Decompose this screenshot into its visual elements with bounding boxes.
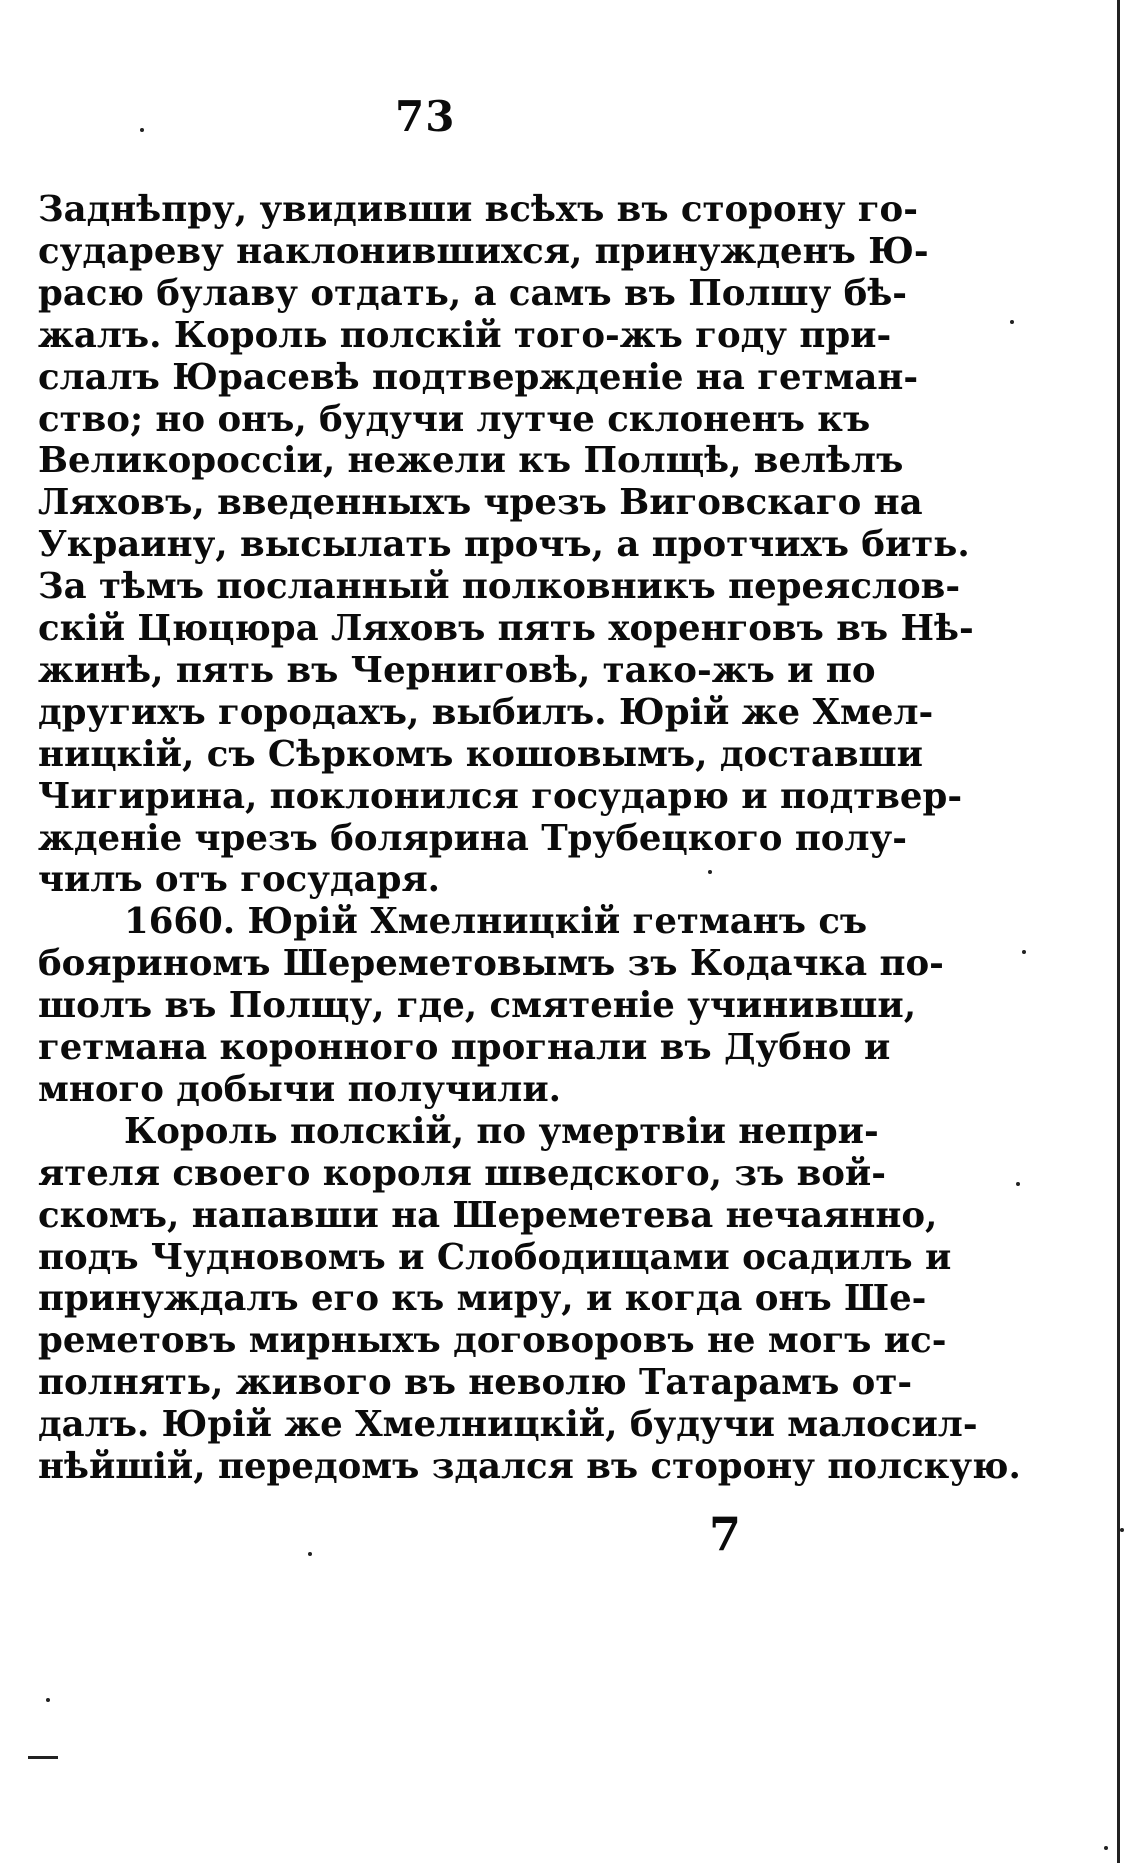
text-line: много добычи получили. (38, 1068, 562, 1110)
text-line: За тѣмъ посланный полковникъ переяслов- (38, 566, 961, 608)
text-line: бояриномъ Шереметовымъ зъ Кодачка по- (38, 943, 944, 985)
text-line: Король полскій, по умертвіи непри- (124, 1110, 879, 1152)
page-number: 73 (395, 92, 456, 141)
text-line: жденіе чрезъ болярина Трубецкого полу- (38, 817, 907, 859)
text-line: ницкій, съ Сѣркомъ кошовымъ, доставши (38, 733, 923, 775)
text-line: Заднѣпру, увидивши всѣхъ въ сторону го- (38, 189, 918, 230)
text-line: реметовъ мирныхъ договоровъ не могъ ис- (38, 1320, 947, 1362)
text-line: чилъ отъ государя. (38, 859, 441, 901)
text-line: скій Цюцюра Ляховъ пять хоренговъ въ Нѣ- (38, 608, 974, 649)
text-line: Украину, высылать прочъ, а протчихъ бить. (38, 524, 970, 566)
text-line: шолъ въ Полщу, где, смятеніе учинивши, (38, 985, 917, 1027)
text-line: жалъ. Король полскій того-жъ году при- (38, 314, 892, 356)
text-line: Великороссіи, нежели къ Полщѣ, велѣлъ (38, 440, 904, 482)
margin-speck (308, 1552, 312, 1556)
text-line: подъ Чудновомъ и Слободищами осадилъ и (38, 1236, 952, 1278)
margin-rule (1117, 0, 1120, 1863)
text-line: полнять, живого въ неволю Татарамъ от- (38, 1362, 913, 1404)
text-line: слалъ Юрасевѣ подтвержденіе на гетман- (38, 356, 919, 398)
text-line: нѣйшій, передомъ здался въ сторону полскую. (38, 1446, 1021, 1487)
text-line: гетмана коронного прогнали въ Дубно и (38, 1027, 891, 1068)
margin-speck (46, 1698, 50, 1702)
text-line: расю булаву отдать, а самъ въ Полшу бѣ- (38, 272, 908, 314)
margin-speck (1104, 1846, 1108, 1850)
margin-speck (1022, 950, 1026, 954)
text-line: далъ. Юрій же Хмелницкій, будучи малосил- (38, 1404, 978, 1446)
text-line: другихъ городахъ, выбилъ. Юрій же Хмел- (38, 691, 934, 733)
text-line: скомъ, напавши на Шереметева нечаянно, (38, 1194, 938, 1236)
margin-dash (28, 1756, 58, 1759)
text-line: 1660. Юрій Хмелницкій гетманъ съ (124, 901, 868, 943)
text-line: Ляховъ, введенныхъ чрезъ Виговскаго на (38, 482, 923, 524)
margin-speck (1010, 320, 1014, 324)
text-line: жинѣ, пять въ Черниговѣ, тако-жъ и по (38, 649, 876, 691)
text-line: ятеля своего короля шведского, зъ вой- (38, 1152, 886, 1194)
text-line: Чигирина, поклонился государю и подтвер- (38, 775, 963, 817)
text-line: принуждалъ его къ миру, и когда онъ Ше- (38, 1278, 927, 1320)
margin-speck (140, 128, 144, 132)
text-line: ство; но онъ, будучи лутче склоненъ къ (38, 398, 871, 440)
margin-speck (1120, 1528, 1124, 1532)
text-line: судареву наклонившихся, принужденъ Ю- (38, 230, 929, 272)
margin-speck (708, 870, 712, 874)
margin-speck (1016, 1182, 1020, 1186)
signature-mark: 7 (709, 1507, 742, 1561)
